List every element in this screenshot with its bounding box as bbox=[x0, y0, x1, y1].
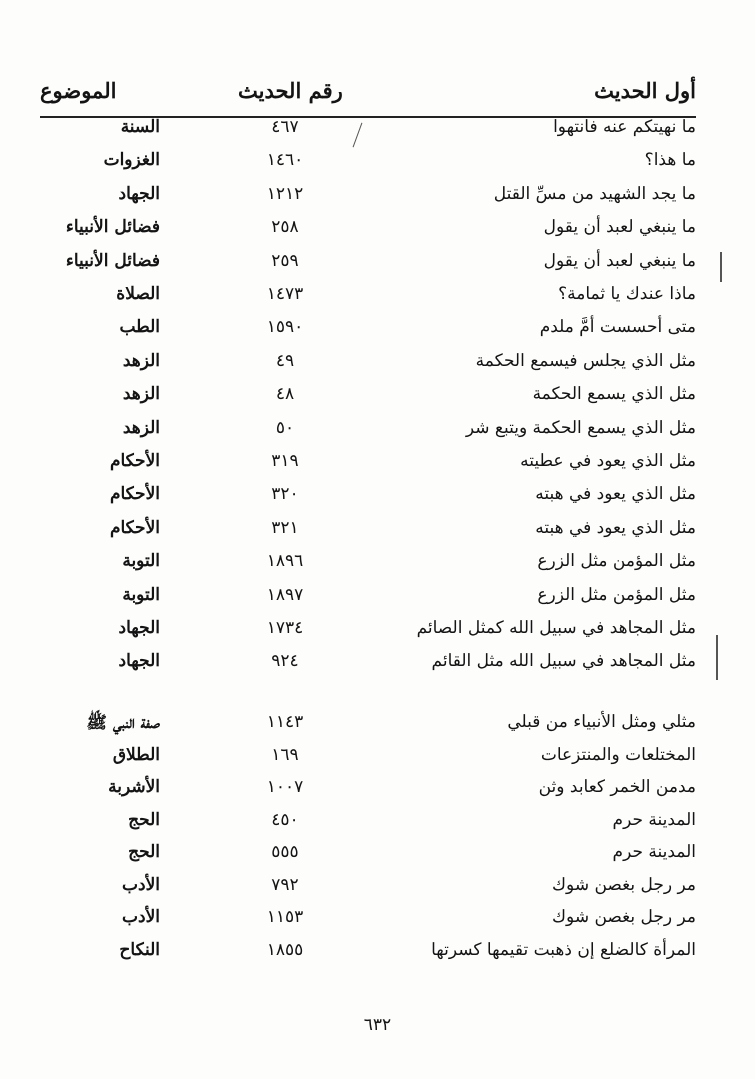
table-row bbox=[40, 150, 696, 182]
hadith-number: ٤٥٠ bbox=[271, 809, 299, 830]
hadith-number: ١٨٥٥ bbox=[266, 939, 304, 960]
hadith-topic: النكاح bbox=[119, 939, 160, 960]
hadith-number: ٣٢٠ bbox=[271, 484, 299, 505]
hadith-first-words: مثل المؤمن مثل الزرع bbox=[537, 551, 696, 572]
table-row bbox=[40, 875, 696, 907]
hadith-topic: الجهاد bbox=[118, 618, 160, 638]
table-row bbox=[40, 351, 696, 383]
hadith-number: ٣٢١ bbox=[271, 517, 299, 538]
hadith-first-words: مثل المؤمن مثل الزرع bbox=[537, 584, 696, 605]
hadith-first-words: مدمن الخمر كعابد وثن bbox=[538, 777, 696, 797]
table-row bbox=[40, 842, 696, 874]
hadith-first-words: متى أحسست أمَّ ملدم bbox=[539, 317, 696, 338]
hadith-first-words: المدينة حرم bbox=[612, 842, 696, 862]
hadith-number: ١٠٠٧ bbox=[266, 777, 304, 797]
hadith-number: ٤٨ bbox=[275, 384, 295, 405]
hadith-first-words: مثل الذي يعود في هبته bbox=[535, 517, 696, 538]
table-row bbox=[40, 451, 696, 483]
table-row bbox=[40, 810, 696, 842]
hadith-first-words: ما هذا؟ bbox=[644, 150, 696, 171]
hadith-topic: الجهاد bbox=[118, 183, 160, 204]
hadith-topic: الغزوات bbox=[103, 150, 160, 171]
table-row bbox=[40, 184, 696, 216]
hadith-first-words: مثل المجاهد في سبيل الله مثل القائم bbox=[431, 651, 696, 672]
table-row bbox=[40, 284, 696, 316]
hadith-first-words: مثل الذي يعود في عطيته bbox=[520, 451, 696, 471]
hadith-number: ١٨٩٧ bbox=[266, 584, 304, 605]
hadith-topic: التوبة bbox=[122, 551, 160, 572]
hadith-topic: الطب bbox=[119, 317, 160, 338]
hadith-first-words: مثلي ومثل الأنبياء من قبلي bbox=[507, 712, 696, 732]
table-row bbox=[40, 745, 696, 777]
hadith-first-words: ما يجد الشهيد من مسِّ القتل bbox=[493, 183, 696, 204]
hadith-number: ٥٥٥ bbox=[271, 842, 299, 862]
hadith-first-words: ماذا عندك يا ثمامة؟ bbox=[558, 284, 696, 304]
hadith-number: ١٥٩٠ bbox=[266, 317, 304, 338]
hadith-topic: الأحكام bbox=[109, 484, 160, 505]
hadith-topic: الأدب bbox=[122, 874, 160, 895]
hadith-first-words: مثل الذي يجلس فيسمع الحكمة bbox=[475, 350, 696, 371]
table-row bbox=[40, 907, 696, 939]
hadith-topic: فضائل الأنبياء bbox=[65, 217, 160, 238]
hadith-first-words: مثل الذي يسمع الحكمة bbox=[532, 384, 696, 405]
hadith-first-words: مثل المجاهد في سبيل الله كمثل الصائم bbox=[416, 618, 696, 638]
hadith-topic: الطلاق bbox=[112, 744, 160, 765]
hadith-first-words: مثل الذي يعود في هبته bbox=[535, 484, 696, 505]
scan-mark bbox=[716, 635, 718, 680]
table-row bbox=[40, 384, 696, 416]
hadith-first-words: ما ينبغي لعبد أن يقول bbox=[543, 250, 696, 271]
table-row bbox=[40, 940, 696, 972]
hadith-first-words: المرأة كالضلع إن ذهبت تقيمها كسرتها bbox=[431, 939, 696, 960]
table-header bbox=[40, 78, 696, 114]
hadith-topic: السنة bbox=[120, 117, 160, 137]
hadith-topic: صفة النبي ﷺ bbox=[86, 713, 160, 733]
table-row bbox=[40, 117, 696, 149]
table-row bbox=[40, 712, 696, 744]
scan-mark bbox=[720, 252, 722, 282]
table-row bbox=[40, 418, 696, 450]
hadith-number: ١١٥٣ bbox=[266, 907, 304, 927]
hadith-number: ١٢١٢ bbox=[266, 183, 304, 204]
hadith-number: ٥٠ bbox=[275, 417, 295, 438]
hadith-first-words: ما ينبغي لعبد أن يقول bbox=[543, 217, 696, 238]
page-number: ٦٣٢ bbox=[363, 1015, 392, 1035]
table-row bbox=[40, 251, 696, 283]
table-row bbox=[40, 518, 696, 550]
hadith-topic: الأحكام bbox=[109, 517, 160, 538]
hadith-topic: الحج bbox=[128, 842, 160, 862]
hadith-number: ٤٦٧ bbox=[271, 117, 299, 137]
hadith-number: ٤٩ bbox=[275, 350, 295, 371]
hadith-first-words: ما نهيتكم عنه فانتهوا bbox=[553, 117, 696, 137]
hadith-number: ٧٩٢ bbox=[271, 874, 299, 895]
hadith-topic: الجهاد bbox=[118, 651, 160, 672]
hadith-topic: الزهد bbox=[122, 350, 160, 371]
table-row bbox=[40, 777, 696, 809]
hadith-number: ٢٥٨ bbox=[271, 217, 299, 238]
hadith-first-words: مر رجل بغصن شوك bbox=[552, 874, 696, 895]
hadith-topic: التوبة bbox=[122, 584, 160, 605]
hadith-number: ٢٥٩ bbox=[271, 250, 299, 271]
header-first-words: أول الحديث bbox=[594, 78, 696, 103]
header-topic: الموضوع bbox=[40, 78, 117, 103]
hadith-number: ١١٤٣ bbox=[266, 712, 304, 732]
hadith-topic: الأحكام bbox=[109, 451, 160, 471]
hadith-number: ٩٢٤ bbox=[271, 651, 299, 672]
hadith-topic: الأدب bbox=[122, 907, 160, 927]
hadith-topic: فضائل الأنبياء bbox=[65, 250, 160, 271]
hadith-number: ١٦٩ bbox=[271, 744, 299, 765]
hadith-number: ٣١٩ bbox=[271, 451, 299, 471]
hadith-topic: الزهد bbox=[122, 384, 160, 405]
hadith-topic: الزهد bbox=[122, 417, 160, 438]
hadith-first-words: مثل الذي يسمع الحكمة ويتبع شر bbox=[465, 417, 696, 438]
table-row bbox=[40, 618, 696, 650]
table-row bbox=[40, 484, 696, 516]
hadith-first-words: مر رجل بغصن شوك bbox=[552, 907, 696, 927]
table-row bbox=[40, 551, 696, 583]
table-row bbox=[40, 317, 696, 349]
hadith-topic: الحج bbox=[128, 809, 160, 830]
table-row bbox=[40, 217, 696, 249]
hadith-first-words: المختلعات والمنتزعات bbox=[540, 744, 696, 765]
hadith-topic: الصلاة bbox=[116, 284, 160, 304]
table-row bbox=[40, 651, 696, 683]
hadith-number: ١٧٣٤ bbox=[266, 618, 304, 638]
hadith-topic: الأشربة bbox=[108, 777, 160, 797]
table-row bbox=[40, 585, 696, 617]
hadith-number: ١٨٩٦ bbox=[266, 551, 304, 572]
hadith-number: ١٤٧٣ bbox=[266, 284, 304, 304]
hadith-first-words: المدينة حرم bbox=[612, 809, 696, 830]
header-hadith-number: رقم الحديث bbox=[238, 78, 343, 103]
hadith-number: ١٤٦٠ bbox=[266, 150, 304, 171]
